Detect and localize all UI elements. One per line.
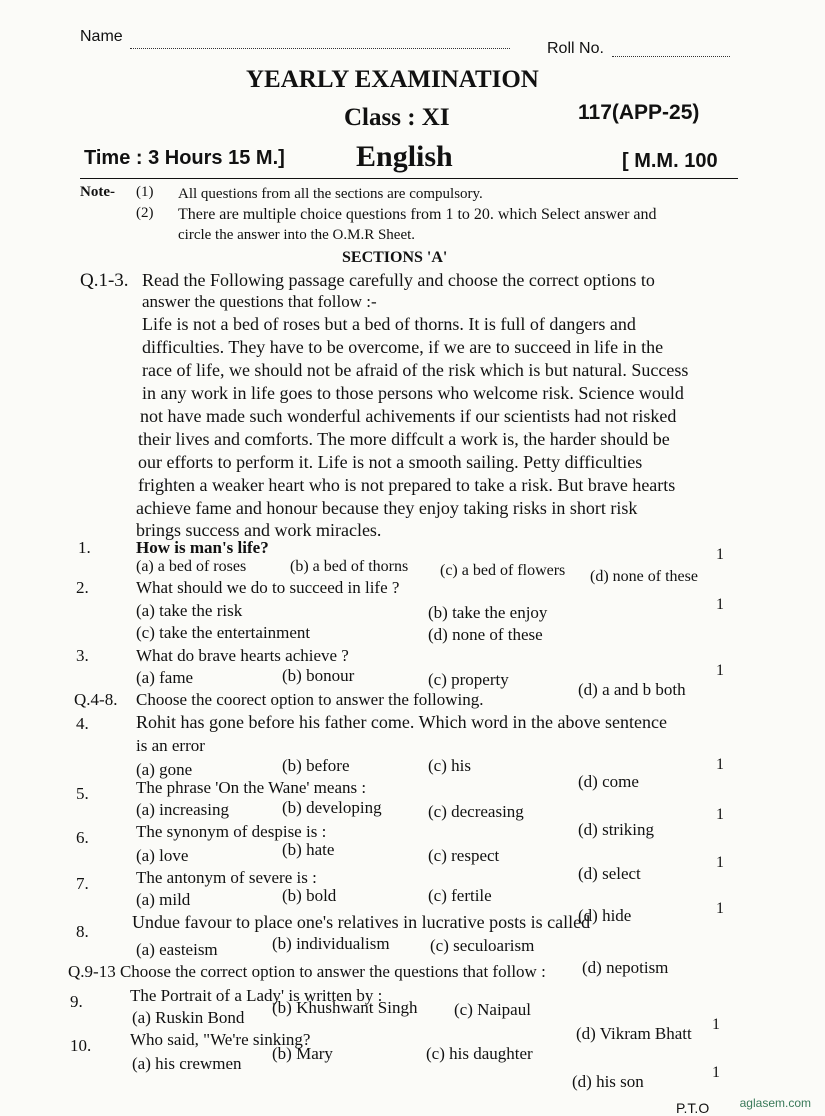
q1-3-label: Q.1-3. — [80, 270, 129, 291]
q9-option-b[interactable]: (b) Khushwant Singh — [272, 998, 418, 1017]
q4-text-2: is an error — [136, 736, 205, 755]
q9-option-c[interactable]: (c) Naipaul — [454, 1000, 531, 1019]
section-title: SECTIONS 'A' — [342, 249, 448, 266]
exam-title: YEARLY EXAMINATION — [246, 66, 539, 93]
q2-marks: 1 — [716, 596, 724, 613]
pto-label: P.T.O — [676, 1100, 710, 1116]
q1-text: How is man's life? — [136, 538, 269, 557]
q10-text: Who said, "We're sinking? — [130, 1030, 311, 1049]
class-label: Class : XI — [344, 104, 450, 131]
note-item-1: All questions from all the sections are compulsory. — [178, 186, 483, 202]
q10-marks: 1 — [712, 1064, 720, 1081]
q9-number: 9. — [70, 992, 83, 1011]
q4-marks: 1 — [716, 756, 724, 773]
q4-option-b[interactable]: (b) before — [282, 756, 350, 775]
q8-text: Undue favour to place one's relatives in lucrative posts is called — [132, 912, 591, 932]
q9-option-a[interactable]: (a) Ruskin Bond — [132, 1008, 245, 1027]
q8-option-a[interactable]: (a) easteism — [136, 940, 218, 959]
q9-option-d[interactable]: (d) Vikram Bhatt — [576, 1024, 692, 1043]
passage-line: not have made such wonderful achivements if our scientists had not risked — [140, 406, 677, 426]
q6-option-a[interactable]: (a) love — [136, 846, 189, 865]
q3-option-c[interactable]: (c) property — [428, 670, 509, 689]
q10-option-a[interactable]: (a) his crewmen — [132, 1054, 242, 1073]
passage-line: brings success and work miracles. — [136, 520, 382, 540]
q7-option-d[interactable]: (d) hide — [578, 906, 632, 925]
q8-number: 8. — [76, 922, 89, 941]
q3-marks: 1 — [716, 662, 724, 679]
q6-option-d[interactable]: (d) select — [578, 864, 641, 883]
q6-option-c[interactable]: (c) respect — [428, 846, 500, 865]
q2-text: What should we do to succeed in life ? — [136, 578, 400, 597]
q5-number: 5. — [76, 784, 89, 803]
q1-3-instruction: Read the Following passage carefully and choose the correct options to — [142, 270, 655, 290]
q5-option-a[interactable]: (a) increasing — [136, 800, 229, 819]
q10-option-d[interactable]: (d) his son — [572, 1072, 644, 1091]
paper-code: 117(APP-25) — [578, 101, 700, 124]
q6-number: 6. — [76, 828, 89, 847]
q5-option-d[interactable]: (d) striking — [578, 820, 655, 839]
passage-line: race of life, we should not be afraid of the risk which is but natural. Success — [142, 360, 689, 380]
q1-option-d[interactable]: (d) none of these — [590, 568, 698, 585]
q2-option-a[interactable]: (a) take the risk — [136, 601, 243, 620]
q1-3-instruction-2: answer the questions that follow :- — [142, 292, 377, 311]
roll-label: Roll No. — [547, 40, 604, 57]
q4-8-instruction: Choose the coorect option to answer the following. — [136, 690, 484, 709]
q7-number: 7. — [76, 874, 89, 893]
q4-option-c[interactable]: (c) his — [428, 756, 471, 775]
q5-marks: 1 — [716, 806, 724, 823]
q4-text: Rohit has gone before his father come. Which word in the above sentence — [136, 712, 667, 732]
q1-number: 1. — [78, 538, 91, 557]
q3-option-a[interactable]: (a) fame — [136, 668, 194, 687]
q1-option-c[interactable]: (c) a bed of flowers — [440, 562, 566, 579]
note-label: Note- — [80, 184, 115, 200]
name-blank — [130, 48, 510, 49]
note-num-2: (2) — [136, 205, 154, 221]
subject-title: English — [356, 140, 453, 173]
q3-text: What do brave hearts achieve ? — [136, 646, 349, 665]
q5-option-b[interactable]: (b) developing — [282, 798, 382, 817]
q4-option-a[interactable]: (a) gone — [136, 760, 193, 779]
q4-option-d[interactable]: (d) come — [578, 772, 639, 791]
passage-line: frighten a weaker heart who is not prepared to take a risk. But brave hearts — [138, 475, 676, 495]
q8-option-c[interactable]: (c) seculoarism — [430, 936, 535, 955]
q9-13-instruction: Q.9-13 Choose the correct option to answer the questions that follow : — [68, 962, 546, 981]
passage-line: achieve fame and honour because they enjoy taking risks in short risk — [136, 498, 638, 518]
q3-option-d[interactable]: (d) a and b both — [578, 680, 686, 699]
passage-line: in any work in life goes to those persons who welcome risk. Science would — [142, 383, 684, 403]
q7-marks: 1 — [716, 900, 724, 917]
q3-number: 3. — [76, 646, 89, 665]
time-label: Time : 3 Hours 15 M.] — [84, 147, 285, 169]
q10-option-b[interactable]: (b) Mary — [272, 1044, 333, 1063]
q7-option-a[interactable]: (a) mild — [136, 890, 191, 909]
passage-line: difficulties. They have to be overcome, if we are to succeed in life in the — [142, 337, 664, 357]
q9-marks: 1 — [712, 1016, 720, 1033]
q10-option-c[interactable]: (c) his daughter — [426, 1044, 533, 1063]
passage-line: Life is not a bed of roses but a bed of thorns. It is full of dangers and — [142, 314, 636, 334]
q3-option-b[interactable]: (b) bonour — [282, 666, 355, 685]
q5-option-c[interactable]: (c) decreasing — [428, 802, 524, 821]
name-label: Name — [80, 28, 123, 45]
passage-line: their lives and comforts. The more diffcult a work is, the harder should be — [138, 429, 670, 449]
note-continuation: circle the answer into the O.M.R Sheet. — [178, 227, 416, 243]
q4-8-label: Q.4-8. — [74, 690, 118, 709]
note-num-1: (1) — [136, 184, 154, 200]
q2-option-d[interactable]: (d) none of these — [428, 625, 543, 644]
q7-option-c[interactable]: (c) fertile — [428, 886, 492, 905]
watermark: aglasem.com — [739, 1096, 811, 1110]
q4-number: 4. — [76, 714, 89, 733]
q6-marks: 1 — [716, 854, 724, 871]
q2-option-b[interactable]: (b) take the enjoy — [428, 603, 548, 622]
q6-option-b[interactable]: (b) hate — [282, 840, 335, 859]
q8-option-b[interactable]: (b) individualism — [272, 934, 390, 953]
q1-option-a[interactable]: (a) a bed of roses — [136, 558, 247, 575]
roll-blank — [612, 56, 730, 57]
q2-number: 2. — [76, 578, 89, 597]
q6-text: The synonym of despise is : — [136, 822, 327, 841]
q2-option-c[interactable]: (c) take the entertainment — [136, 623, 311, 642]
q8-option-d[interactable]: (d) nepotism — [582, 958, 669, 977]
q9-text: The Portrait of a Lady' is written by : — [130, 986, 383, 1005]
max-marks: [ M.M. 100 — [622, 150, 718, 172]
q5-text: The phrase 'On the Wane' means : — [136, 778, 367, 797]
q7-text: The antonym of severe is : — [136, 868, 317, 887]
note-item-2: There are multiple choice questions from 1 to 20. which Select answer and — [178, 206, 657, 223]
q7-option-b[interactable]: (b) bold — [282, 886, 337, 905]
header-rule — [80, 178, 738, 179]
q1-marks: 1 — [716, 546, 724, 563]
q10-number: 10. — [70, 1036, 92, 1055]
q1-option-b[interactable]: (b) a bed of thorns — [290, 558, 409, 575]
passage-line: our efforts to perform it. Life is not a smooth sailing. Petty difficulties — [138, 452, 643, 472]
